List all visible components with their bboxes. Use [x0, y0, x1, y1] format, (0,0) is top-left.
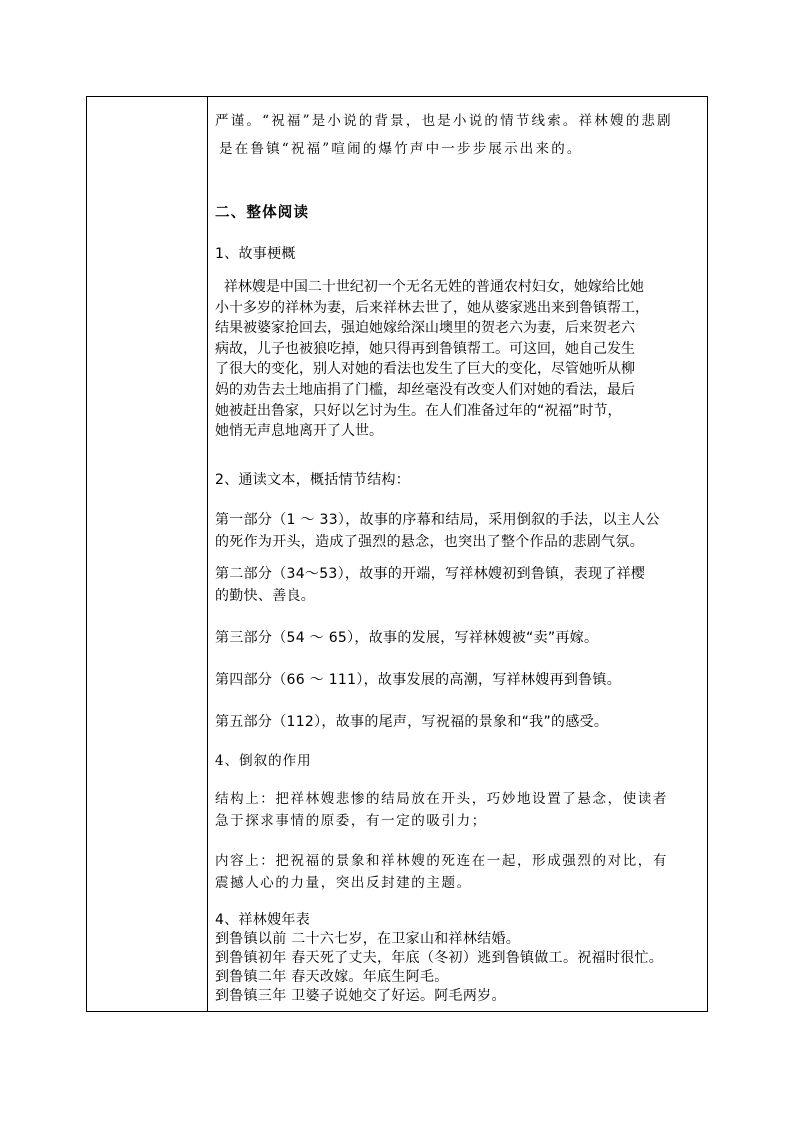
timeline-row: 到鲁镇以前 二十六七岁，在卫家山和祥林结婚。 [215, 931, 521, 947]
timeline-heading: 4、祥林嫂年表 [215, 912, 311, 928]
timeline-row: 到鲁镇三年 卫婆子说她交了好运。阿毛两岁。 [215, 988, 506, 1004]
part1-line-1: 第一部分（1 ～ 33），故事的序幕和结局，采用倒叙的手法，以主人公 [215, 512, 660, 528]
story-line: 小十多岁的祥林为妻，后来祥林去世了，她从婆家逃出来到鲁镇帮工， [215, 299, 649, 316]
timeline-row: 到鲁镇二年 春天改嫁。年底生阿毛。 [215, 969, 449, 985]
flashback-content-line-1: 内容上：把祝福的景象和祥林嫂的死连在一起，形成强烈的对比，有 [215, 853, 668, 869]
flashback-structure-line-2: 急于探求事情的原委，有一定的吸引力； [215, 813, 487, 829]
intro-line-1: 严谨。“祝福”是小说的背景，也是小说的情节线索。祥林嫂的悲剧 [215, 113, 673, 129]
part2-line-1: 第二部分（34～53），故事的开端，写祥林嫂初到鲁镇，表现了祥樱 [215, 566, 646, 582]
part5: 第五部分（112），故事的尾声，写祝福的景象和“我”的感受。 [215, 714, 609, 730]
story-line: 祥林嫂是中国二十世纪初一个无名无姓的普通农村妇女，她嫁给比她 [215, 279, 644, 295]
story-line: 了很大的变化，别人对她的看法也发生了巨大的变化，尽管她听从柳 [215, 361, 635, 378]
part1-line-2: 的死作为开头，造成了强烈的悬念，也突出了整个作品的悲剧气氛。 [215, 534, 644, 550]
story-line: 她被赶出鲁家，只好以乞讨为生。在人们准备过年的“祝福”时节， [215, 402, 622, 419]
flashback-structure-line-1: 结构上：把祥林嫂悲惨的结局放在开头，巧妙地设置了悬念，使读者 [215, 791, 668, 807]
story-line: 结果被婆家抢回去，强迫她嫁给深山墺里的贺老六为妻，后来贺老六 [215, 320, 635, 337]
part3: 第三部分（54 ～ 65），故事的发展，写祥林嫂被“卖”再嫁。 [215, 630, 599, 646]
section-heading: 二、整体阅读 [215, 205, 310, 221]
story-summary [215, 277, 701, 442]
structure-heading: 2、通读文本，概括情节结构： [215, 472, 411, 488]
column-divider [207, 97, 208, 1011]
timeline-row: 到鲁镇初年 春天死了丈夫，年底（冬初）逃到鲁镇做工。祝福时很忙。 [215, 950, 664, 966]
intro-line-2: 是在鲁镇“祝福”喧闹的爆竹声中一步步展示出来的。 [219, 141, 583, 157]
flashback-heading: 4、倒叙的作用 [215, 753, 312, 769]
table-frame [86, 96, 708, 1012]
story-heading: 1、故事梗概 [215, 246, 296, 262]
part2-line-2: 的勤快、善良。 [215, 588, 316, 604]
part4: 第四部分（66 ～ 111），故事发展的高潮，写祥林嫂再到鲁镇。 [215, 672, 622, 688]
flashback-content-line-2: 震撼人心的力量，突出反封建的主题。 [215, 875, 472, 891]
story-line: 她悄无声息地离开了人世。 [215, 423, 383, 440]
story-line: 病故，儿子也被狼吃掉，她只得再到鲁镇帮工。可这回，她自己发生 [215, 340, 635, 357]
story-line: 妈的劝告去土地庙捐了门槛，却丝毫没有改变人们对她的看法，最后 [215, 381, 635, 398]
